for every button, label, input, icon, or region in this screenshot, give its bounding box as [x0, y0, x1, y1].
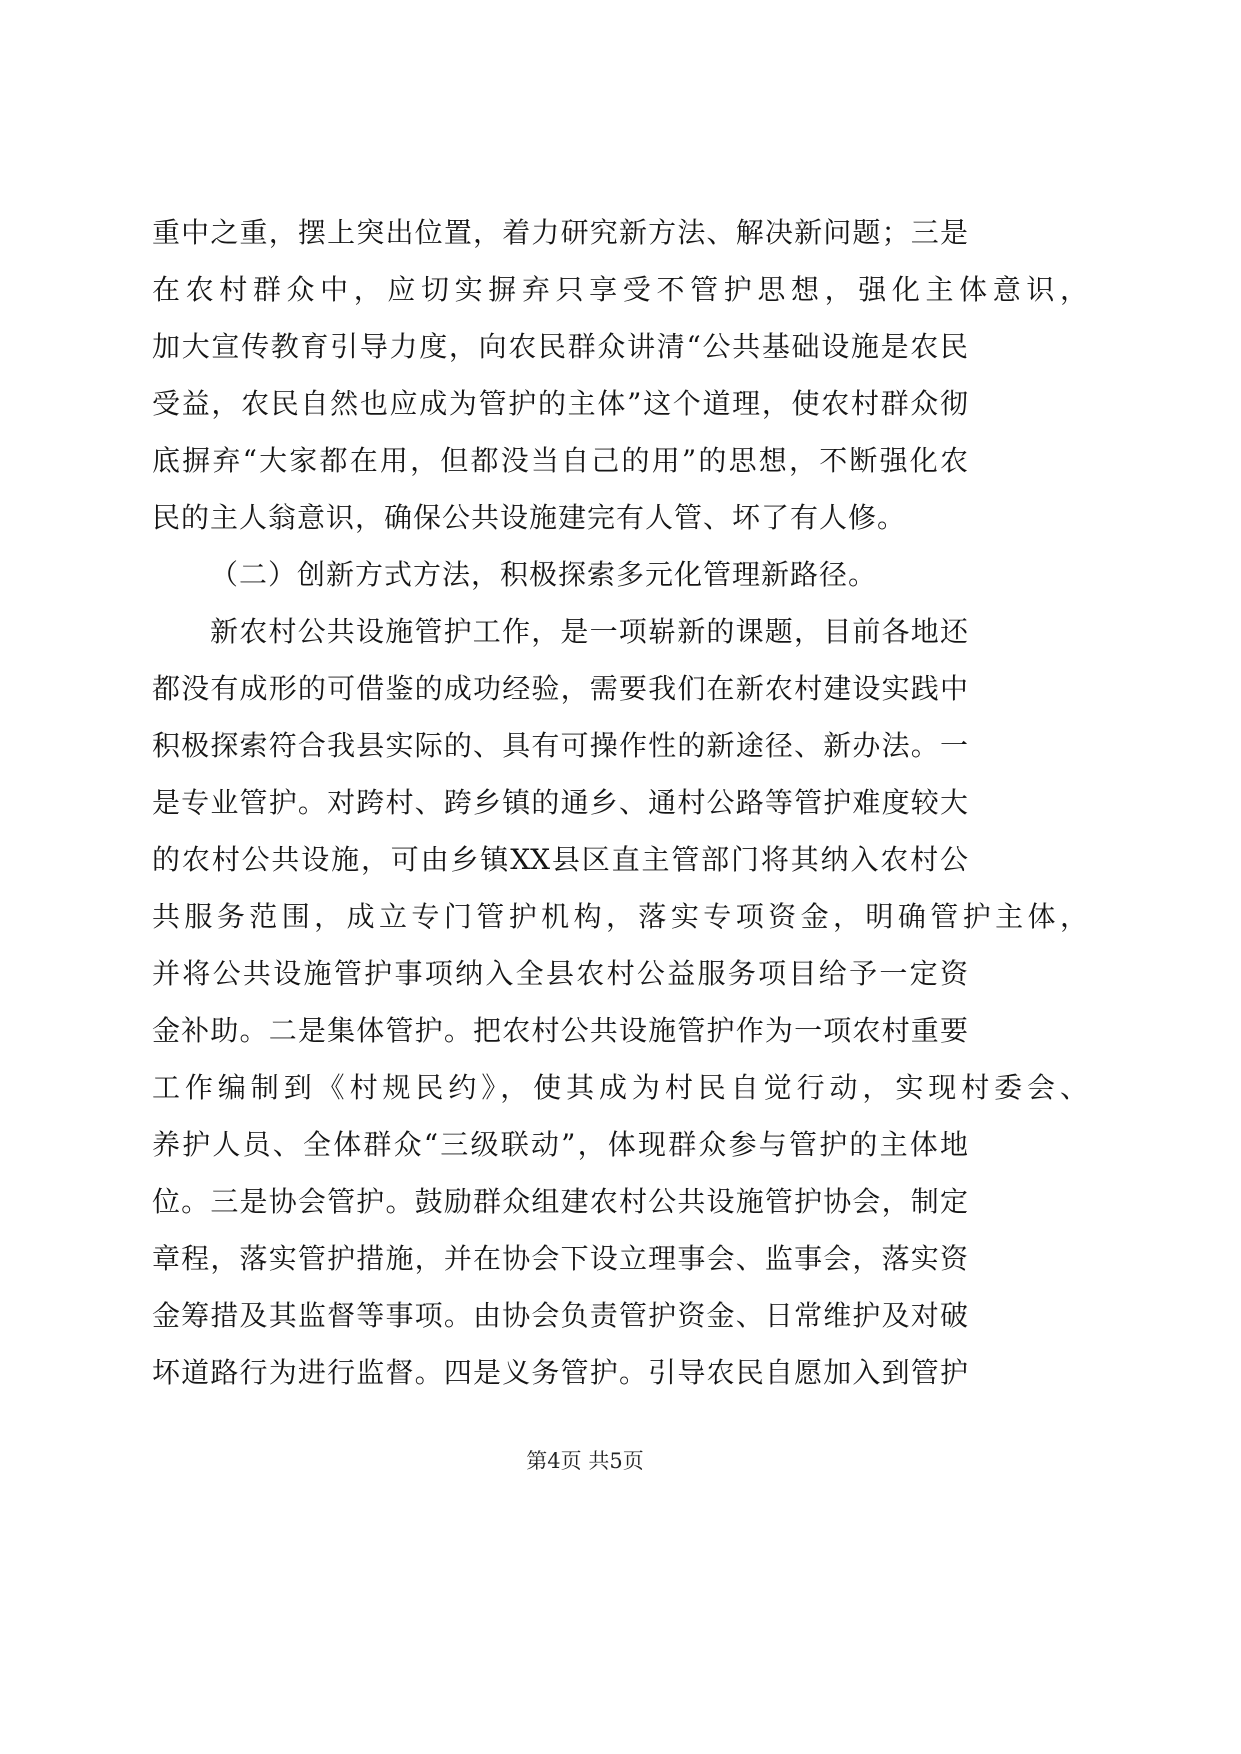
text-line: 民的主人翁意识，确保公共设施建完有人管、坏了有人修。	[152, 501, 907, 534]
text-line: 积极探索符合我县实际的、具有可操作性的新途径、新办法。一	[152, 729, 968, 762]
text-line: 是专业管护。对跨村、跨乡镇的通乡、通村公路等管护难度较大	[152, 786, 968, 819]
text-line: 新农村公共设施管护工作，是一项崭新的课题，目前各地还	[210, 615, 968, 648]
text-line: 金补助。二是集体管护。把农村公共设施管护作为一项农村重要	[152, 1014, 968, 1047]
paragraph	[152, 204, 1092, 546]
text-line: 养护人员、全体群众“三级联动”，体现群众参与管护的主体地	[152, 1128, 968, 1161]
text-line: 位。三是协会管护。鼓励群众组建农村公共设施管护协会，制定	[152, 1185, 968, 1218]
text-line: 的农村公共设施，可由乡镇XX县区直主管部门将其纳入农村公	[152, 843, 968, 876]
paragraph	[152, 603, 1092, 1401]
section-heading: （二）创新方式方法，积极探索多元化管理新路径。	[210, 558, 878, 591]
text-line: 金筹措及其监督等事项。由协会负责管护资金、日常维护及对破	[152, 1299, 968, 1332]
text-line: 受益，农民自然也应成为管护的主体”这个道理，使农村群众彻	[152, 387, 968, 420]
text-line: 加大宣传教育引导力度，向农民群众讲清“公共基础设施是农民	[152, 330, 968, 363]
page-number-footer: 第4页 共5页	[526, 1449, 644, 1473]
text-line: 共服务范围，成立专门管护机构，落实专项资金，明确管护主体，	[152, 900, 1088, 933]
text-line: 坏道路行为进行监督。四是义务管护。引导农民自愿加入到管护	[152, 1356, 968, 1389]
text-line: 并将公共设施管护事项纳入全县农村公益服务项目给予一定资	[152, 957, 968, 990]
text-line: 底摒弃“大家都在用，但都没当自己的用”的思想，不断强化农	[152, 444, 968, 477]
text-line: 章程，落实管护措施，并在协会下设立理事会、监事会，落实资	[152, 1242, 968, 1275]
text-line: 重中之重，摆上突出位置，着力研究新方法、解决新问题；三是	[152, 216, 968, 249]
text-line: 在农村群众中，应切实摒弃只享受不管护思想，强化主体意识，	[152, 273, 1088, 306]
text-line: 工作编制到《村规民约》，使其成为村民自觉行动，实现村委会、	[152, 1071, 1088, 1104]
document-body	[152, 204, 1092, 1401]
text-line: 都没有成形的可借鉴的成功经验，需要我们在新农村建设实践中	[152, 672, 968, 705]
